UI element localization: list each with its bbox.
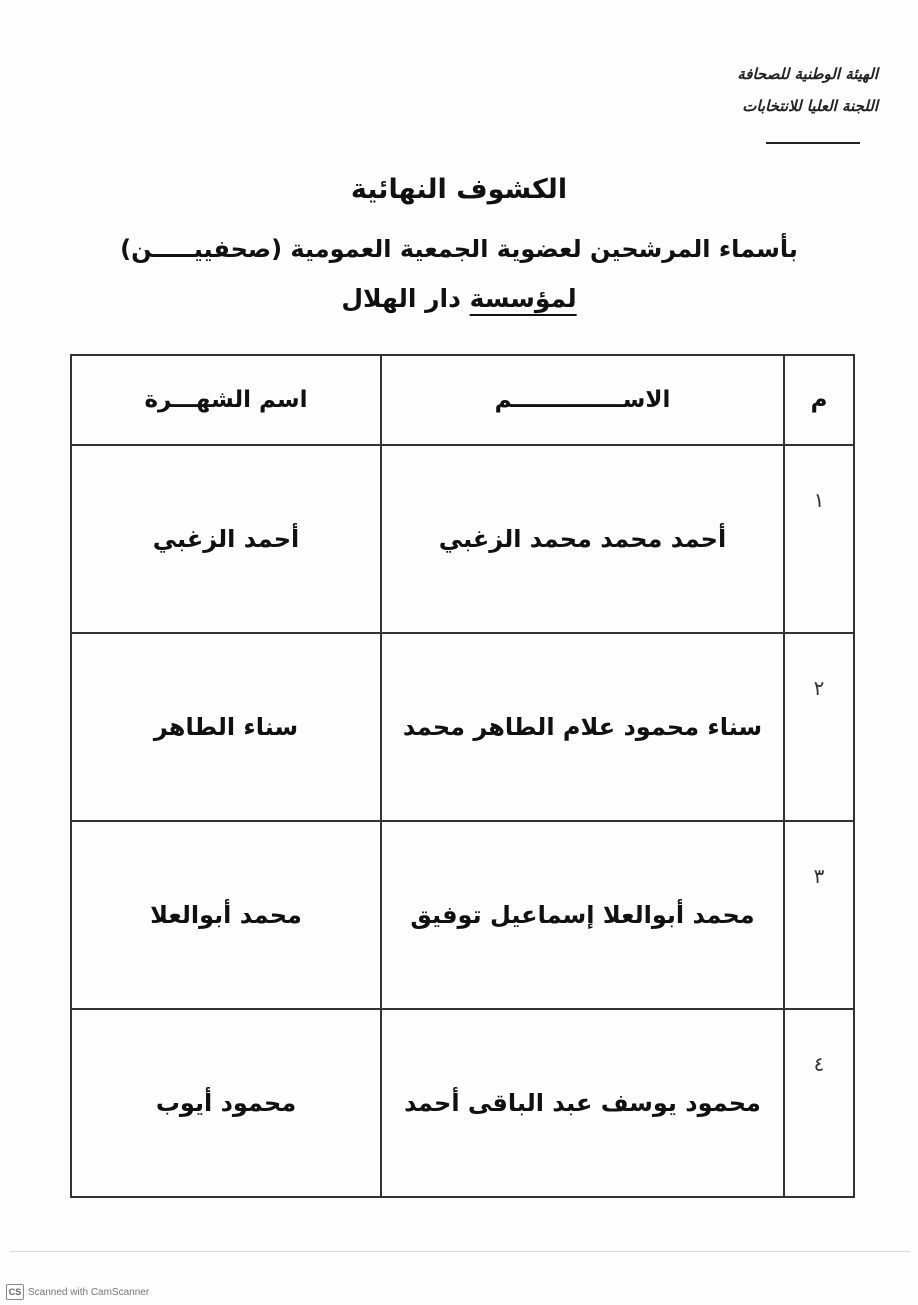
- page-subtitle: بأسماء المرشحين لعضوية الجمعية العمومية (صحفييـــــن): [120, 235, 798, 263]
- table-row: [71, 633, 854, 821]
- candidate-alias: سناء الطاهر: [71, 633, 381, 821]
- column-header-index: م: [784, 355, 854, 445]
- candidates-table: [70, 354, 855, 1198]
- issuer-divider: [766, 142, 860, 144]
- candidate-alias: أحمد الزغبي: [71, 445, 381, 633]
- candidate-name: محمود يوسف عبد الباقى أحمد: [381, 1009, 784, 1197]
- institution-name: دار الهلال: [341, 284, 470, 313]
- institution-title: [100, 284, 818, 313]
- candidate-alias: محمد أبوالعلا: [71, 821, 381, 1009]
- camscanner-logo-icon: CS: [6, 1284, 24, 1300]
- row-index: ١: [784, 445, 854, 633]
- candidate-alias: محمود أيوب: [71, 1009, 381, 1197]
- page-title: الكشوف النهائية: [350, 174, 568, 205]
- table-header-row: [71, 355, 854, 445]
- issuer-line-2: اللجنة العليا للانتخابات: [742, 97, 878, 115]
- table-row: [71, 821, 854, 1009]
- row-index: ٣: [784, 821, 854, 1009]
- scanner-caption: Scanned with CamScanner: [28, 1286, 150, 1298]
- column-header-alias: اسم الشهـــرة: [71, 355, 381, 445]
- table-row: [71, 445, 854, 633]
- row-index: ٤: [784, 1009, 854, 1197]
- scanner-watermark: [6, 1283, 149, 1301]
- table-row: [71, 1009, 854, 1197]
- issuer-note: [648, 58, 878, 122]
- row-index: ٢: [784, 633, 854, 821]
- candidate-name: أحمد محمد محمد الزغبي: [381, 445, 784, 633]
- issuer-line-1: الهيئة الوطنية للصحافة: [737, 65, 878, 83]
- institution-prefix: لمؤسسة: [469, 284, 577, 313]
- page-bottom-rule: [10, 1251, 910, 1252]
- column-header-name: الاســــــــــــــم: [381, 355, 784, 445]
- candidate-name: محمد أبوالعلا إسماعيل توفيق: [381, 821, 784, 1009]
- candidate-name: سناء محمود علام الطاهر محمد: [381, 633, 784, 821]
